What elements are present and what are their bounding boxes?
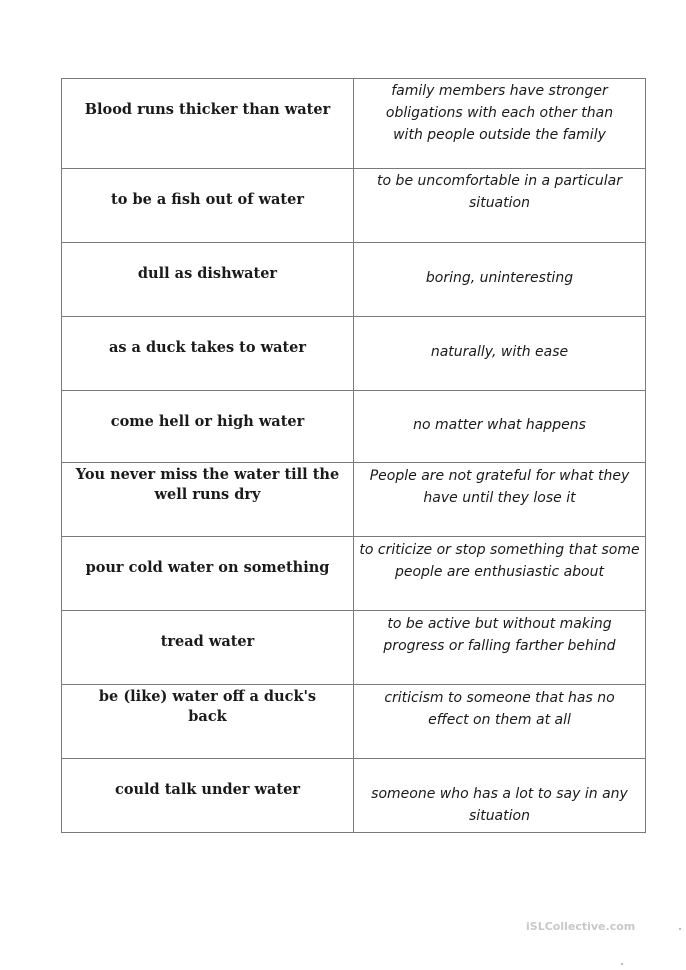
idiom-cell [62,169,354,243]
meaning-cell [354,317,646,391]
idiom-cell [62,463,354,537]
idiom-text: tread water [160,633,255,650]
table-row [62,759,646,833]
idiom-cell [62,243,354,317]
meaning-cell [354,243,646,317]
meaning-cell [354,169,646,243]
meaning-cell [354,391,646,463]
idiom-cell [62,317,354,391]
meaning-cell [354,685,646,759]
meaning-text: boring, uninteresting [425,270,574,286]
meaning-text: to be uncomfortable in a particular situation [377,173,622,211]
meaning-text: People are not grateful for what they have until they lose it [369,468,630,506]
speck [679,928,681,930]
meaning-text: naturally, with ease [430,344,569,360]
table-row [62,169,646,243]
table-row [62,611,646,685]
meaning-text: criticism to someone that has no effect on them at all [384,690,615,728]
table-row [62,317,646,391]
idiom-text: come hell or high water [110,413,305,430]
meaning-text: to be active but without making progress or falling farther behind [383,616,616,654]
table-row [62,685,646,759]
table-row [62,79,646,169]
idiom-cell [62,537,354,611]
idiom-cell [62,79,354,169]
watermark: iSLCollective.com [526,920,636,933]
meaning-cell [354,611,646,685]
table-row [62,391,646,463]
meaning-text: no matter what happens [413,417,586,433]
idiom-text: as a duck takes to water [108,339,307,356]
meaning-cell [354,79,646,169]
meaning-text: to criticize or stop something that some people are enthusiastic about [359,542,640,580]
meaning-cell [354,537,646,611]
idiom-text: dull as dishwater [137,265,278,282]
idiom-cell [62,759,354,833]
idiom-cell [62,391,354,463]
meaning-text: family members have stronger obligations with each other than with people outside the family [385,83,614,143]
idiom-table [61,78,646,833]
meaning-text: someone who has a lot to say in any situation [371,786,628,824]
idiom-text: be (like) water off a duck's back [98,688,317,725]
table-row [62,243,646,317]
idiom-text: to be a fish out of water [111,191,304,208]
idiom-text: Blood runs thicker than water [84,101,331,118]
idiom-text: pour cold water on something [85,559,330,576]
speck [621,963,623,965]
idiom-cell [62,685,354,759]
idiom-cell [62,611,354,685]
table-row [62,537,646,611]
idiom-text: could talk under water [114,781,300,798]
idiom-text: You never miss the water till the well runs dry [75,466,340,503]
meaning-cell [354,759,646,833]
meaning-cell [354,463,646,537]
table-row [62,463,646,537]
